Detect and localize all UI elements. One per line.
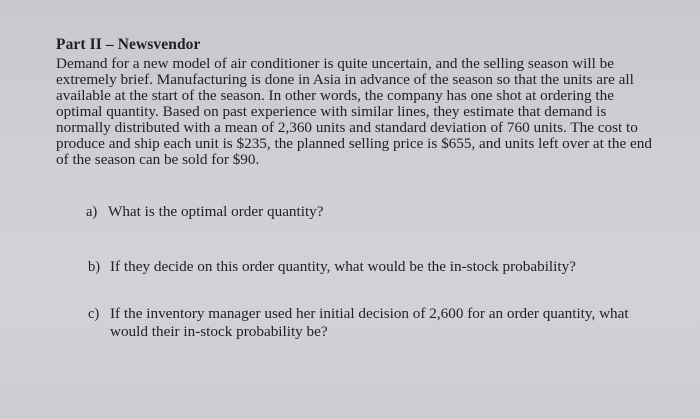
- paragraph-line: optimal quantity. Based on past experience with similar lines, they estimate that demand is: [56, 103, 607, 120]
- question-marker: c): [88, 306, 100, 322]
- question-a: [86, 203, 324, 221]
- problem-paragraph: [56, 56, 666, 168]
- question-text: If they decide on this order quantity, what would be the in-stock probability?: [110, 258, 576, 275]
- paragraph-line: available at the start of the season. In other words, the company has one shot at ordering the: [56, 87, 614, 104]
- paragraph-line: Demand for a new model of air conditioner is quite uncertain, and the selling season will be: [56, 55, 614, 72]
- question-b: [88, 258, 576, 276]
- question-text-continued: would their in-stock probability be?: [110, 323, 328, 340]
- question-marker: b): [88, 259, 101, 275]
- question-text: What is the optimal order quantity?: [108, 203, 324, 220]
- section-heading: Part II – Newsvendor: [56, 36, 201, 53]
- question-marker: a): [86, 204, 98, 220]
- paragraph-line: normally distributed with a mean of 2,360 units and standard deviation of 760 units. The cost to: [56, 119, 638, 136]
- question-c: [88, 305, 629, 340]
- paragraph-line: produce and ship each unit is $235, the planned selling price is $655, and units left over at the end: [56, 135, 652, 152]
- paragraph-line: of the season can be sold for $90.: [56, 151, 260, 168]
- paragraph-line: extremely brief. Manufacturing is done in Asia in advance of the season so that the units are all: [56, 71, 634, 88]
- question-text: If the inventory manager used her initial decision of 2,600 for an order quantity, what: [110, 305, 629, 322]
